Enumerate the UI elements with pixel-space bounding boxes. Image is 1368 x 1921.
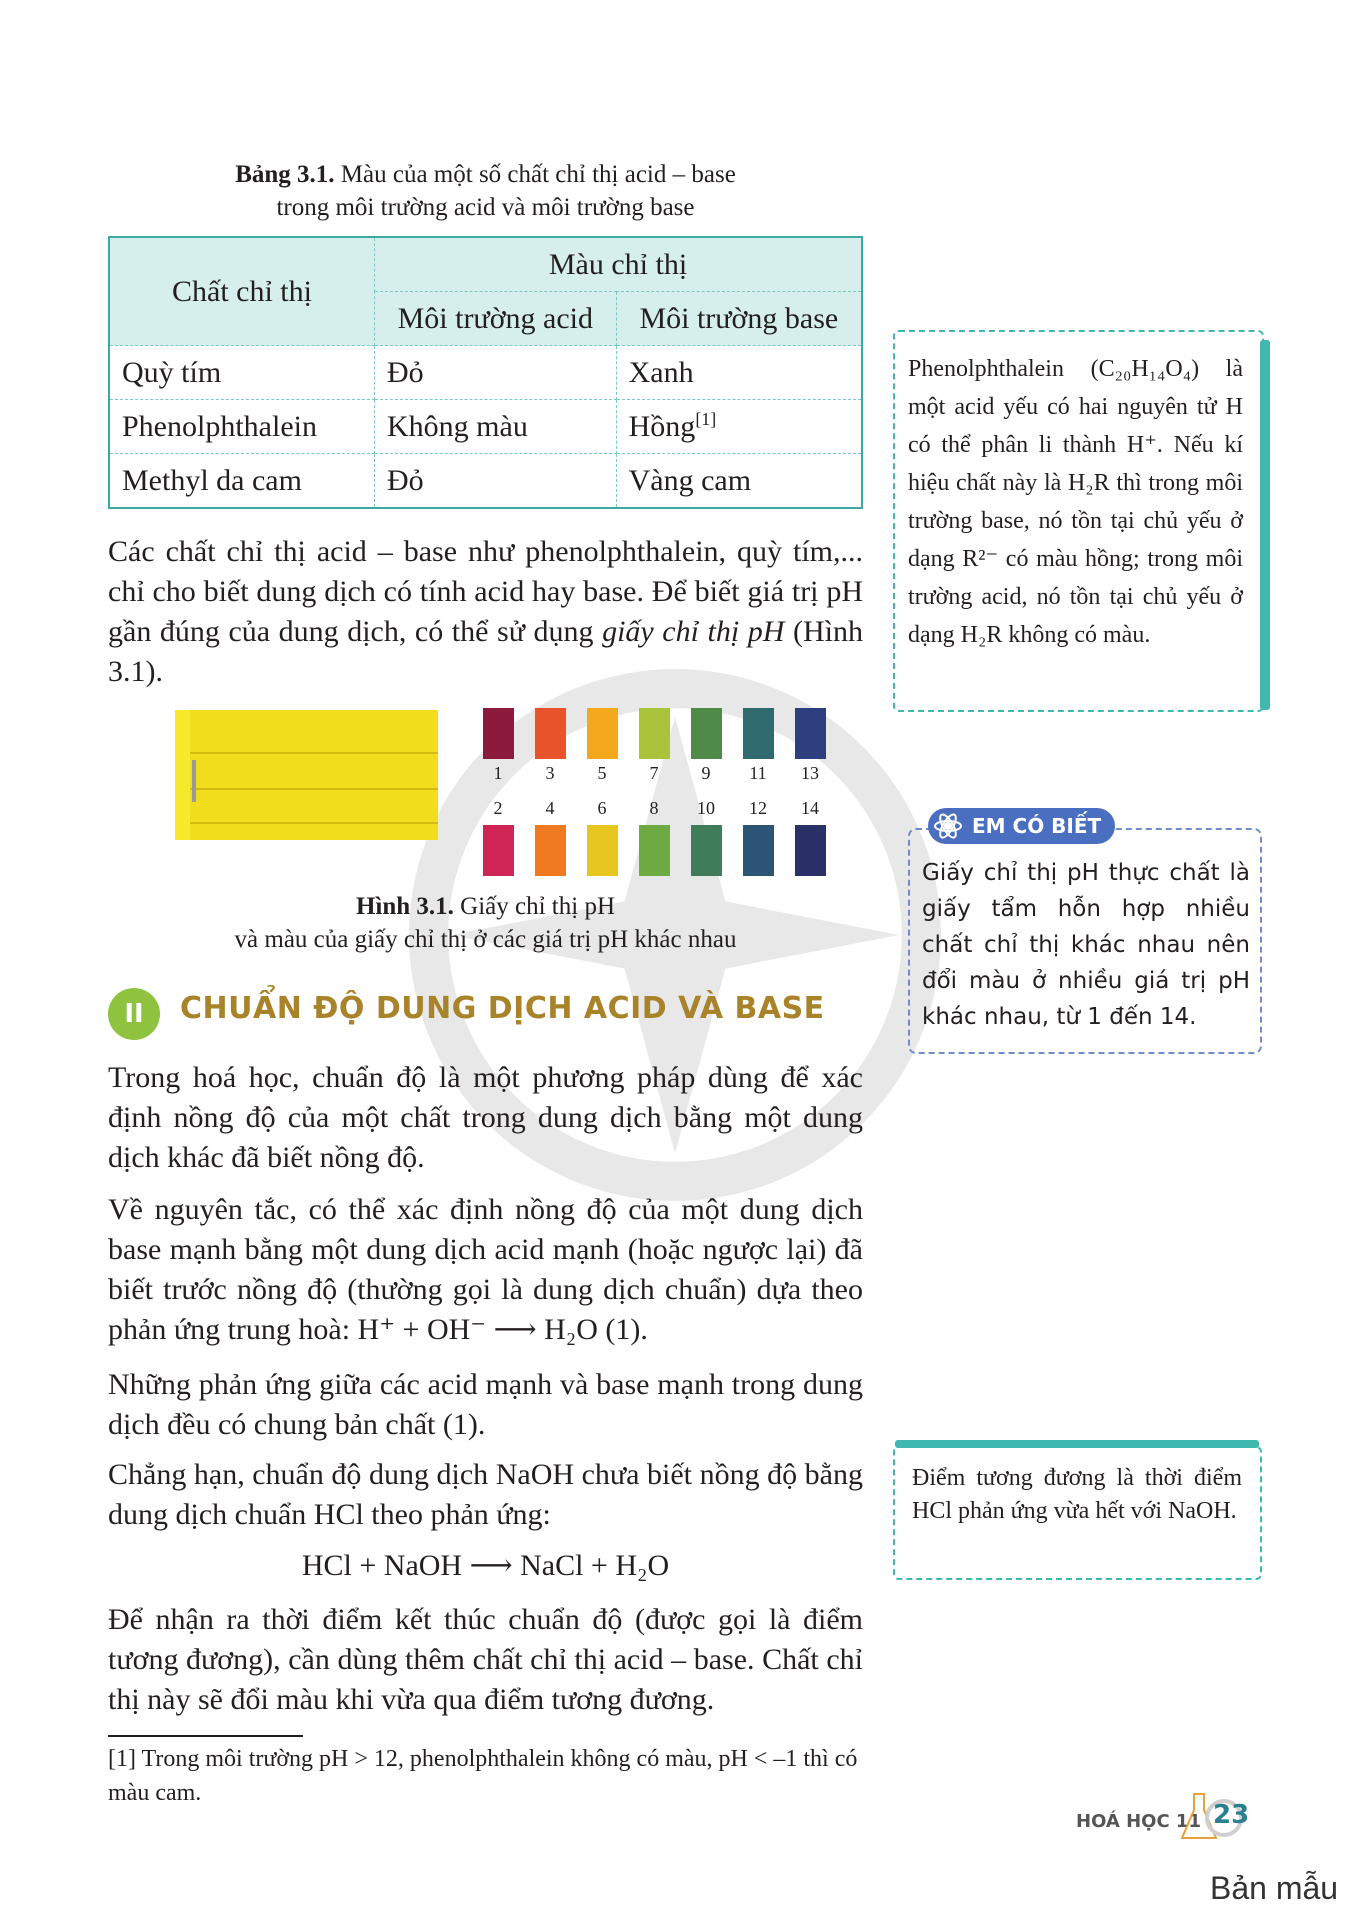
- ph-value-label: 1: [493, 763, 503, 783]
- ph-swatch: [535, 708, 566, 759]
- paragraph-ph-paper: Các chất chỉ thị acid – base như phenolphthalein, quỳ tím,... chỉ cho biết dung dịch có tính acid hay base. Để biết giá trị pH gần đúng của dung dịch, có thể sử dụng giấy chỉ thị pH (Hình 3.1).: [108, 535, 863, 688]
- ph-swatch: [639, 825, 670, 876]
- ph-swatch: [691, 825, 722, 876]
- ph-swatch: [795, 708, 826, 759]
- ph-value-label: 2: [493, 798, 503, 818]
- figure-caption: Hình 3.1. Giấy chỉ thị pH và màu của giấy chỉ thị ở các giá trị pH khác nhau: [234, 893, 737, 953]
- note-accent-bar: [1260, 340, 1270, 710]
- header-indicator: Chất chỉ thị: [109, 237, 375, 346]
- did-you-know-badge: EM CÓ BIẾT: [928, 808, 1115, 844]
- ph-swatch: [535, 825, 566, 876]
- phenolphthalein-note: Phenolphthalein (C₂₀H₁₄O₄) là một acid yếu có hai nguyên tử H có thể phân li thành H⁺. Nếu kí hiệu chất này là H₂R thì trong môi trường base, nó tồn tại chủ yếu ở dạng R²⁻ có màu hồng; trong môi trường acid, nó tồn tại chủ yếu ở dạng H₂R không có màu.: [908, 356, 1243, 648]
- cell-indicator: Quỳ tím: [109, 346, 375, 400]
- ph-value-label: 14: [801, 798, 819, 818]
- header-color: Màu chỉ thị: [375, 237, 863, 292]
- atom-icon: [932, 810, 964, 842]
- table-row: [109, 400, 862, 454]
- table-row: [109, 346, 862, 400]
- indicator-table: [108, 236, 863, 509]
- cell-acid: Đỏ: [375, 346, 617, 400]
- sample-watermark-text: Bản mẫu: [1210, 1870, 1339, 1906]
- paragraph-nature: Những phản ứng giữa các acid mạnh và base mạnh trong dung dịch đều có chung bản chất (1).: [108, 1368, 863, 1441]
- ph-value-label: 5: [597, 763, 607, 783]
- paragraph-titration-definition: Trong hoá học, chuẩn độ là một phương pháp dùng để xác định nồng độ của một chất trong dung dịch bằng một dung dịch khác đã biết nồng độ.: [108, 1061, 863, 1174]
- ph-swatch: [743, 825, 774, 876]
- ph-value-label: 8: [649, 798, 659, 818]
- section-title: CHUẨN ĐỘ DUNG DỊCH ACID VÀ BASE: [180, 991, 825, 1026]
- ph-value-label: 9: [701, 763, 711, 783]
- paragraph-example: Chẳng hạn, chuẩn độ dung dịch NaOH chưa biết nồng độ bằng dung dịch chuẩn HCl theo phản ứng:: [108, 1458, 863, 1531]
- ph-swatch: [587, 708, 618, 759]
- footnote: [1] Trong môi trường pH > 12, phenolphthalein không có màu, pH < –1 thì có màu cam.: [108, 1746, 858, 1806]
- equation: HCl + NaOH ⟶ NaCl + H₂O: [301, 1549, 670, 1582]
- ph-value-label: 13: [801, 763, 819, 783]
- footnote-divider: [108, 1735, 303, 1737]
- paragraph-equivalence: Để nhận ra thời điểm kết thúc chuẩn độ (được gọi là điểm tương đương), cần dùng thêm chất chỉ thị acid – base. Chất chỉ thị này sẽ đổi màu khi vừa qua điểm tương đương.: [108, 1603, 863, 1716]
- note-accent-bar: [895, 1440, 1259, 1448]
- ph-swatch: [587, 825, 618, 876]
- ph-swatch: [691, 708, 722, 759]
- table-row: [109, 454, 862, 509]
- cell-base: Xanh: [616, 346, 862, 400]
- cell-acid: Đỏ: [375, 454, 617, 509]
- ph-swatch: [483, 708, 514, 759]
- ph-swatch: [795, 825, 826, 876]
- cell-base: Hồng[1]: [616, 400, 862, 454]
- ph-paper-roll: [175, 710, 438, 840]
- equivalence-note: Điểm tương đương là thời điểm HCl phản ứng vừa hết với NaOH.: [912, 1465, 1242, 1524]
- header-base: Môi trường base: [616, 292, 862, 346]
- ph-value-label: 3: [545, 763, 555, 783]
- header-acid: Môi trường acid: [375, 292, 617, 346]
- ph-swatch: [483, 825, 514, 876]
- ph-value-label: 7: [649, 763, 659, 783]
- ph-swatch: [743, 708, 774, 759]
- ph-value-label: 4: [545, 798, 555, 818]
- ph-value-label: 10: [697, 798, 715, 818]
- section-number-badge: II: [108, 988, 160, 1040]
- cell-base: Vàng cam: [616, 454, 862, 509]
- page-number: 23: [1213, 1800, 1250, 1830]
- did-you-know-text: Giấy chỉ thị pH thực chất là giấy tẩm hỗn hợp nhiều chất chỉ thị khác nhau nên đổi màu ở nhiều giá trị pH khác nhau, từ 1 đến 14.: [922, 860, 1250, 1030]
- ph-value-label: 11: [749, 763, 767, 783]
- ph-value-label: 6: [597, 798, 607, 818]
- cell-indicator: Phenolphthalein: [109, 400, 375, 454]
- ph-swatch: [639, 708, 670, 759]
- table-caption: Bảng 3.1. Màu của một số chất chỉ thị acid – base trong môi trường acid và môi trường base: [235, 161, 736, 221]
- paragraph-principle: Về nguyên tắc, có thể xác định nồng độ của một dung dịch base mạnh bằng một dung dịch acid mạnh (hoặc ngược lại) đã biết trước nồng độ (thường gọi là dung dịch chuẩn) dựa theo phản ứng trung hoà: H⁺ + OH⁻ ⟶ H₂O (1).: [108, 1193, 863, 1346]
- cell-acid: Không màu: [375, 400, 617, 454]
- footnote-ref: [1]: [695, 409, 717, 429]
- ph-value-label: 12: [749, 798, 767, 818]
- book-title: HOÁ HỌC 11: [1076, 1811, 1201, 1832]
- cell-indicator: Methyl da cam: [109, 454, 375, 509]
